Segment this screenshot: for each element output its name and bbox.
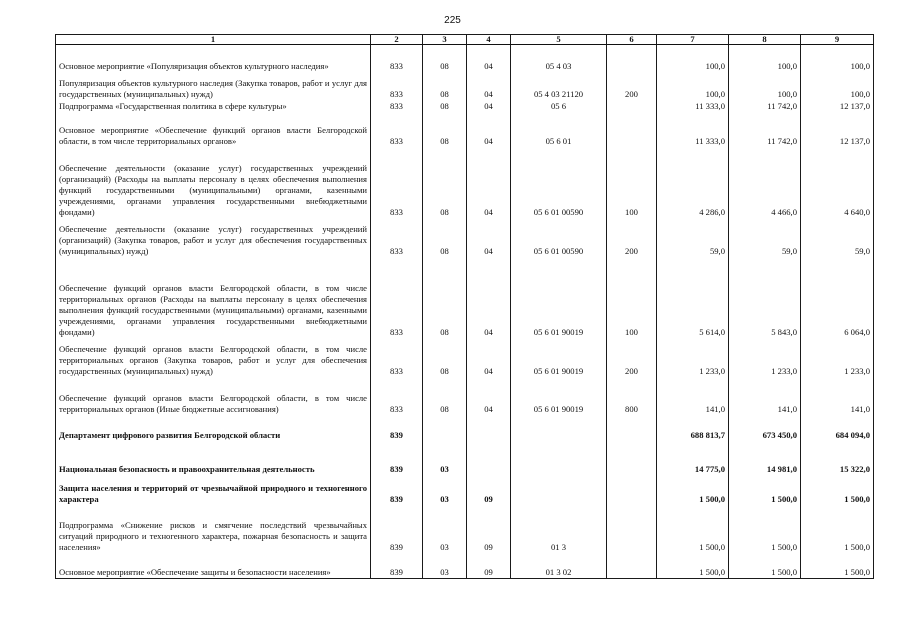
table-row [56,444,874,478]
col-header-6: 6 [607,35,657,45]
cell-year3: 6 064,0 [801,260,874,338]
cell-year2: 1 500,0 [729,508,801,553]
cell-target-code: 05 6 [511,100,607,112]
cell-section: 03 [423,444,467,478]
cell-year3: 12 137,0 [801,100,874,112]
cell-section: 08 [423,100,467,112]
row-name: Основное мероприятие «Обеспечение функций органов власти Белгородской области, в том числе территориальных органов» [56,112,371,150]
row-name: Защита населения и территорий от чрезвычайной природного и техногенного характера [56,478,371,508]
cell-ministry: 833 [371,260,423,338]
cell-year1: 5 614,0 [657,260,729,338]
cell-year2: 1 500,0 [729,478,801,508]
cell-ministry: 833 [371,45,423,75]
row-name: Обеспечение деятельности (оказание услуг) государственных учреждений (организаций) (Расходы на выплаты персоналу в целях обеспечения выполнения функций государственными (муниципальными) органами, казенными учреждениями, органами управления государственными внебюджетными фондами) [56,150,371,218]
cell-ministry: 839 [371,553,423,579]
cell-year1: 1 500,0 [657,553,729,579]
cell-subsection: 04 [467,218,511,260]
page-number: 225 [444,15,461,26]
col-header-9: 9 [801,35,874,45]
cell-subsection [467,418,511,444]
cell-section: 08 [423,380,467,418]
col-header-7: 7 [657,35,729,45]
cell-target-code [511,418,607,444]
cell-section: 03 [423,478,467,508]
cell-target-code: 05 6 01 00590 [511,150,607,218]
cell-year2: 100,0 [729,45,801,75]
cell-year1: 1 500,0 [657,478,729,508]
cell-year1: 1 500,0 [657,508,729,553]
row-name: Подпрограмма «Снижение рисков и смягчение последствий чрезвычайных ситуаций природного и техногенного характера, пожарная безопасность и защита населения» [56,508,371,553]
cell-subsection: 04 [467,260,511,338]
table-row [56,112,874,150]
col-header-2: 2 [371,35,423,45]
table-row [56,218,874,260]
cell-subsection: 09 [467,553,511,579]
cell-year1: 11 333,0 [657,100,729,112]
row-name: Обеспечение функций органов власти Белгородской области, в том числе территориальных органов (Расходы на выплаты персоналу в целях обеспечения выполнения функций государственными (муниципальными) органами, казенными учреждениями, органами управления государственными внебюджетными фондами) [56,260,371,338]
cell-ministry: 839 [371,444,423,478]
row-name: Подпрограмма «Государственная политика в сфере культуры» [56,100,371,112]
cell-expense-type [607,418,657,444]
cell-ministry: 833 [371,112,423,150]
cell-expense-type [607,45,657,75]
cell-year1: 11 333,0 [657,112,729,150]
col-header-4: 4 [467,35,511,45]
cell-section: 08 [423,338,467,380]
table-row [56,508,874,553]
row-name: Основное мероприятие «Обеспечение защиты и безопасности населения» [56,553,371,579]
table-row [56,75,874,100]
row-name: Национальная безопасность и правоохранительная деятельность [56,444,371,478]
cell-section: 03 [423,553,467,579]
col-header-3: 3 [423,35,467,45]
table-row [56,260,874,338]
cell-year3: 100,0 [801,45,874,75]
cell-year3: 1 500,0 [801,478,874,508]
cell-ministry: 839 [371,478,423,508]
cell-year3: 4 640,0 [801,150,874,218]
cell-year1: 59,0 [657,218,729,260]
cell-subsection: 04 [467,112,511,150]
cell-section: 08 [423,112,467,150]
cell-year1: 1 233,0 [657,338,729,380]
cell-year2: 5 843,0 [729,260,801,338]
cell-section [423,418,467,444]
cell-expense-type: 800 [607,380,657,418]
cell-target-code [511,478,607,508]
cell-ministry: 839 [371,418,423,444]
cell-subsection: 04 [467,75,511,100]
table-row [56,338,874,380]
table-row [56,45,874,75]
cell-subsection: 09 [467,508,511,553]
cell-section: 03 [423,508,467,553]
cell-ministry: 833 [371,218,423,260]
column-number-row [56,35,874,45]
cell-year2: 59,0 [729,218,801,260]
cell-expense-type: 100 [607,150,657,218]
cell-year1: 141,0 [657,380,729,418]
cell-year2: 100,0 [729,75,801,100]
cell-expense-type [607,444,657,478]
cell-year3: 59,0 [801,218,874,260]
row-name: Обеспечение функций органов власти Белгородской области, в том числе территориальных органов (Иные бюджетные ассигнования) [56,380,371,418]
cell-year2: 11 742,0 [729,100,801,112]
cell-ministry: 839 [371,508,423,553]
cell-expense-type: 200 [607,338,657,380]
row-name: Обеспечение деятельности (оказание услуг) государственных учреждений (организаций) (Закупка товаров, работ и услуг для обеспечения государственных (муниципальных) нужд) [56,218,371,260]
col-header-8: 8 [729,35,801,45]
cell-target-code [511,444,607,478]
cell-year1: 688 813,7 [657,418,729,444]
col-header-5: 5 [511,35,607,45]
cell-ministry: 833 [371,150,423,218]
cell-year3: 100,0 [801,75,874,100]
cell-expense-type: 200 [607,75,657,100]
cell-year3: 1 500,0 [801,553,874,579]
cell-year2: 1 233,0 [729,338,801,380]
cell-section: 08 [423,218,467,260]
cell-expense-type [607,508,657,553]
cell-year2: 1 500,0 [729,553,801,579]
cell-subsection: 04 [467,150,511,218]
cell-target-code: 05 6 01 90019 [511,338,607,380]
cell-year2: 4 466,0 [729,150,801,218]
cell-expense-type [607,112,657,150]
cell-target-code: 05 4 03 [511,45,607,75]
cell-ministry: 833 [371,75,423,100]
cell-expense-type [607,478,657,508]
table-row [56,380,874,418]
cell-target-code: 05 6 01 00590 [511,218,607,260]
row-name: Обеспечение функций органов власти Белгородской области, в том числе территориальных органов (Закупка товаров, работ и услуг для обеспечения государственных (муниципальных) нужд) [56,338,371,380]
cell-subsection: 04 [467,45,511,75]
cell-expense-type: 200 [607,218,657,260]
cell-section: 08 [423,45,467,75]
cell-section: 08 [423,260,467,338]
cell-target-code: 05 6 01 [511,112,607,150]
cell-year1: 4 286,0 [657,150,729,218]
cell-year3: 684 094,0 [801,418,874,444]
cell-ministry: 833 [371,380,423,418]
cell-subsection [467,444,511,478]
cell-expense-type: 100 [607,260,657,338]
cell-year2: 673 450,0 [729,418,801,444]
cell-subsection: 04 [467,380,511,418]
cell-year3: 15 322,0 [801,444,874,478]
cell-target-code: 01 3 02 [511,553,607,579]
cell-year2: 141,0 [729,380,801,418]
cell-year2: 14 981,0 [729,444,801,478]
cell-section: 08 [423,75,467,100]
cell-year2: 11 742,0 [729,112,801,150]
cell-year1: 100,0 [657,75,729,100]
cell-subsection: 04 [467,338,511,380]
cell-year1: 100,0 [657,45,729,75]
table-row [56,478,874,508]
cell-expense-type [607,553,657,579]
cell-year3: 1 500,0 [801,508,874,553]
cell-target-code: 05 4 03 21120 [511,75,607,100]
cell-target-code: 05 6 01 90019 [511,260,607,338]
table-row [56,150,874,218]
table-row [56,553,874,579]
row-name: Основное мероприятие «Популяризация объектов культурного наследия» [56,45,371,75]
cell-subsection: 04 [467,100,511,112]
cell-subsection: 09 [467,478,511,508]
table-row [56,418,874,444]
cell-year1: 14 775,0 [657,444,729,478]
row-name: Департамент цифрового развития Белгородской области [56,418,371,444]
cell-target-code: 01 3 [511,508,607,553]
cell-year3: 1 233,0 [801,338,874,380]
cell-section: 08 [423,150,467,218]
budget-table [55,34,874,579]
cell-target-code: 05 6 01 90019 [511,380,607,418]
cell-expense-type [607,100,657,112]
cell-year3: 141,0 [801,380,874,418]
table-row [56,100,874,112]
cell-ministry: 833 [371,338,423,380]
col-header-1: 1 [56,35,371,45]
cell-year3: 12 137,0 [801,112,874,150]
cell-ministry: 833 [371,100,423,112]
row-name: Популяризация объектов культурного наследия (Закупка товаров, работ и услуг для государственных (муниципальных) нужд) [56,75,371,100]
